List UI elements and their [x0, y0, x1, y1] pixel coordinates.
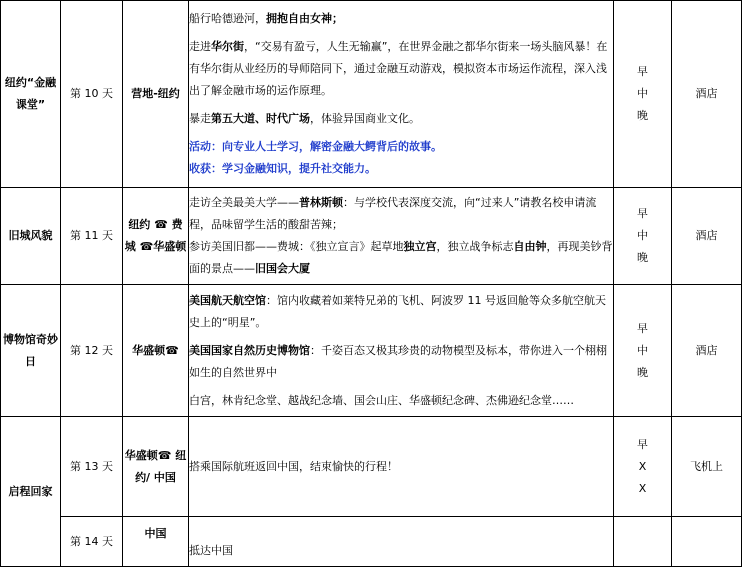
day-cell — [61, 517, 123, 567]
content-cell — [189, 417, 614, 517]
content-paragraph: 搭乘国际航班返回中国，结束愉快的行程！ — [189, 459, 398, 473]
place-cell — [123, 285, 189, 417]
content-paragraph: 美国航天航空馆：馆内收藏着如莱特兄弟的飞机、阿波罗 11 号返回舱等众多航空航天史上的“明星”。 — [189, 293, 606, 329]
meals-cell — [614, 417, 672, 517]
place-label: 中国 — [144, 527, 167, 540]
day-label: 第 13 天 — [70, 459, 113, 473]
table-row-day-12 — [1, 285, 742, 417]
theme-label: 纽约“金融课堂” — [4, 76, 57, 111]
table-row-day-14 — [1, 517, 742, 567]
meal-dinner: 晚 — [637, 365, 648, 379]
table-row-day-11 — [1, 188, 742, 285]
hotel-label: 酒店 — [695, 87, 718, 100]
meals-cell — [614, 285, 672, 417]
day-cell — [61, 1, 123, 188]
meal-lunch: X — [638, 459, 647, 473]
meal-dinner: X — [638, 481, 647, 495]
theme-label: 启程回家 — [8, 484, 53, 498]
place-label: 华盛顿☎ 纽约/ 中国 — [124, 448, 187, 484]
hotel-label: 酒店 — [695, 229, 718, 242]
meal-breakfast: 早 — [637, 321, 648, 335]
day-cell — [61, 285, 123, 417]
meal-dinner: 晚 — [637, 109, 648, 122]
meals-cell — [614, 1, 672, 188]
content-paragraph: 美国国家自然历史博物馆：千姿百态又极其珍贵的动物模型及标本，带你进入一个栩栩如生的自然世界中 — [189, 343, 607, 379]
meal-breakfast: 早 — [637, 437, 648, 451]
content-cell — [189, 517, 614, 567]
content-cell — [189, 188, 614, 285]
meal-lunch: 中 — [637, 343, 648, 357]
content-paragraph: 走进华尔街，“交易有盈亏，人生无输赢”，在世界金融之都华尔街来一场头脑风暴！在有华尔街从业经历的导师陪同下，通过金融互动游戏，模拟资本市场运作流程，深入浅出了解金融市场的运作原理。 — [189, 40, 608, 97]
place-cell — [123, 517, 189, 567]
meals-cell — [614, 517, 672, 567]
theme-cell — [1, 417, 61, 567]
meal-lunch: 中 — [637, 229, 648, 242]
day-label: 第 10 天 — [70, 87, 113, 100]
content-paragraph: 参访美国旧都——费城：《独立宣言》起草地独立宫，独立战争标志自由钟，再现美钞背面的景点——旧国会大厦 — [189, 240, 613, 275]
content-cell — [189, 285, 614, 417]
place-cell — [123, 188, 189, 285]
day-cell — [61, 188, 123, 285]
theme-cell — [1, 285, 61, 417]
content-paragraph: 暴走第五大道、时代广场，体验异国商业文化。 — [189, 112, 420, 125]
hotel-cell — [672, 188, 742, 285]
meals-cell — [614, 188, 672, 285]
day-label: 第 14 天 — [70, 534, 113, 548]
place-label: 华盛顿☎ — [132, 343, 179, 357]
day-label: 第 12 天 — [70, 343, 113, 357]
hotel-cell — [672, 517, 742, 567]
day-cell — [61, 417, 123, 517]
place-label: 营地-纽约 — [131, 87, 180, 100]
table-row-day-10 — [1, 1, 742, 188]
content-cell — [189, 1, 614, 188]
table-row-day-13 — [1, 417, 742, 517]
harvest-note: 收获：学习金融知识，提升社交能力。 — [189, 162, 376, 175]
hotel-cell — [672, 285, 742, 417]
hotel-cell — [672, 417, 742, 517]
meal-breakfast: 早 — [637, 65, 648, 78]
day-label: 第 11 天 — [70, 229, 113, 242]
hotel-cell — [672, 1, 742, 188]
place-label: 纽约 ☎ 费城 ☎华盛顿 — [124, 218, 187, 253]
theme-cell — [1, 1, 61, 188]
theme-cell — [1, 188, 61, 285]
activity-note: 活动：向专业人士学习，解密金融大鳄背后的故事。 — [189, 140, 442, 153]
hotel-label: 飞机上 — [690, 459, 723, 473]
content-paragraph: 抵达中国 — [189, 544, 233, 557]
content-paragraph: 船行哈德逊河，拥抱自由女神； — [189, 12, 343, 25]
meal-breakfast: 早 — [637, 207, 648, 220]
content-paragraph: 走访全美最美大学——普林斯顿：与学校代表深度交流，向“过来人”请教名校申请流程，品味留学生活的酸甜苦辣； — [189, 196, 597, 231]
content-paragraph: 白宫，林肯纪念堂、越战纪念墙、国会山庄、华盛顿纪念碑、杰佛逊纪念堂…… — [189, 393, 574, 407]
place-cell — [123, 1, 189, 188]
meal-dinner: 晚 — [637, 251, 648, 264]
hotel-label: 酒店 — [695, 343, 718, 357]
meal-lunch: 中 — [637, 87, 648, 100]
theme-label: 博物馆奇妙日 — [3, 332, 58, 368]
place-cell — [123, 417, 189, 517]
theme-label: 旧城风貌 — [8, 229, 53, 242]
